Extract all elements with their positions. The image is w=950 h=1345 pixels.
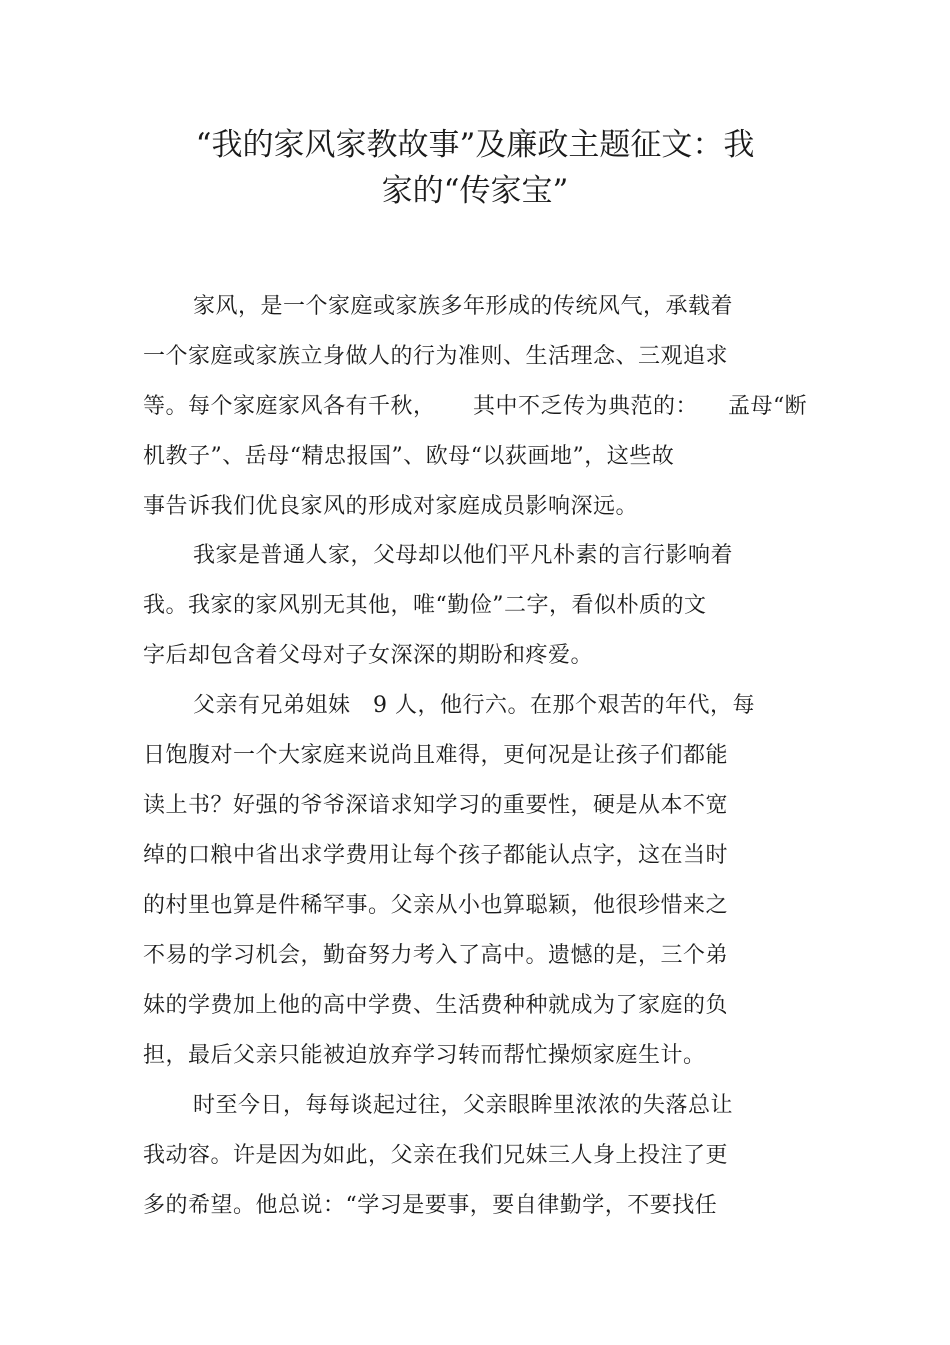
paragraph-2-line-1: 我家是普通人家，父母却以他们平凡朴素的言行影响着	[193, 543, 734, 568]
paragraph-1-line-2: 一个家庭或家族立身做人的行为准则、生活理念、三观追求	[143, 344, 729, 369]
paragraph-3-line-4: 绰的口粮中省出求学费用让每个孩子都能认点字，这在当时	[143, 843, 729, 868]
paragraph-3-line-6: 不易的学习机会，勤奋努力考入了高中。遗憾的是，三个弟	[143, 943, 729, 968]
paragraph-3-line-7: 妹的学费加上他的高中学费、生活费种种就成为了家庭的负	[143, 993, 729, 1018]
paragraph-4-line-3: 多的希望。他总说：“学习是要事，要自律勤学，不要找任	[143, 1193, 718, 1218]
paragraph-2-line-3: 字后却包含着父母对子女深深的期盼和疼爱。	[143, 643, 594, 668]
document-title-line-1: “我的家风家教故事”及廉政主题征文：我	[195, 127, 755, 163]
paragraph-1-line-5: 事告诉我们优良家风的形成对家庭成员影响深远。	[143, 494, 639, 519]
paragraph-1-line-1: 家风，是一个家庭或家族多年形成的传统风气，承载着	[193, 294, 734, 319]
paragraph-4-line-2: 我动容。许是因为如此，父亲在我们兄妹三人身上投注了更	[143, 1143, 729, 1168]
paragraph-1-line-4: 机教子”、岳母“精忠报国”、欧母“以荻画地”，这些故	[143, 444, 675, 469]
document-title-line-2: 家的“传家宝”	[381, 173, 569, 209]
paragraph-1-line-3: 等。每个家庭家风各有千秋， 其中不乏传为典范的： 孟母“断	[143, 394, 808, 419]
paragraph-2-line-2: 我。我家的家风别无其他，唯“勤俭”二字，看似朴质的文	[143, 593, 707, 618]
paragraph-4-line-1: 时至今日，每每谈起过往，父亲眼眸里浓浓的失落总让	[193, 1093, 734, 1118]
paragraph-3-line-5: 的村里也算是件稀罕事。父亲从小也算聪颖，他很珍惜来之	[143, 893, 729, 918]
paragraph-3-line-1: 父亲有兄弟姐妹 9 人，他行六。在那个艰苦的年代，每	[193, 693, 755, 718]
paragraph-3-line-8: 担，最后父亲只能被迫放弃学习转而帮忙操烦家庭生计。	[143, 1043, 706, 1068]
paragraph-3-line-3: 读上书？好强的爷爷深谙求知学习的重要性，硬是从本不宽	[143, 793, 729, 818]
paragraph-3-line-2: 日饱腹对一个大家庭来说尚且难得，更何况是让孩子们都能	[143, 743, 729, 768]
